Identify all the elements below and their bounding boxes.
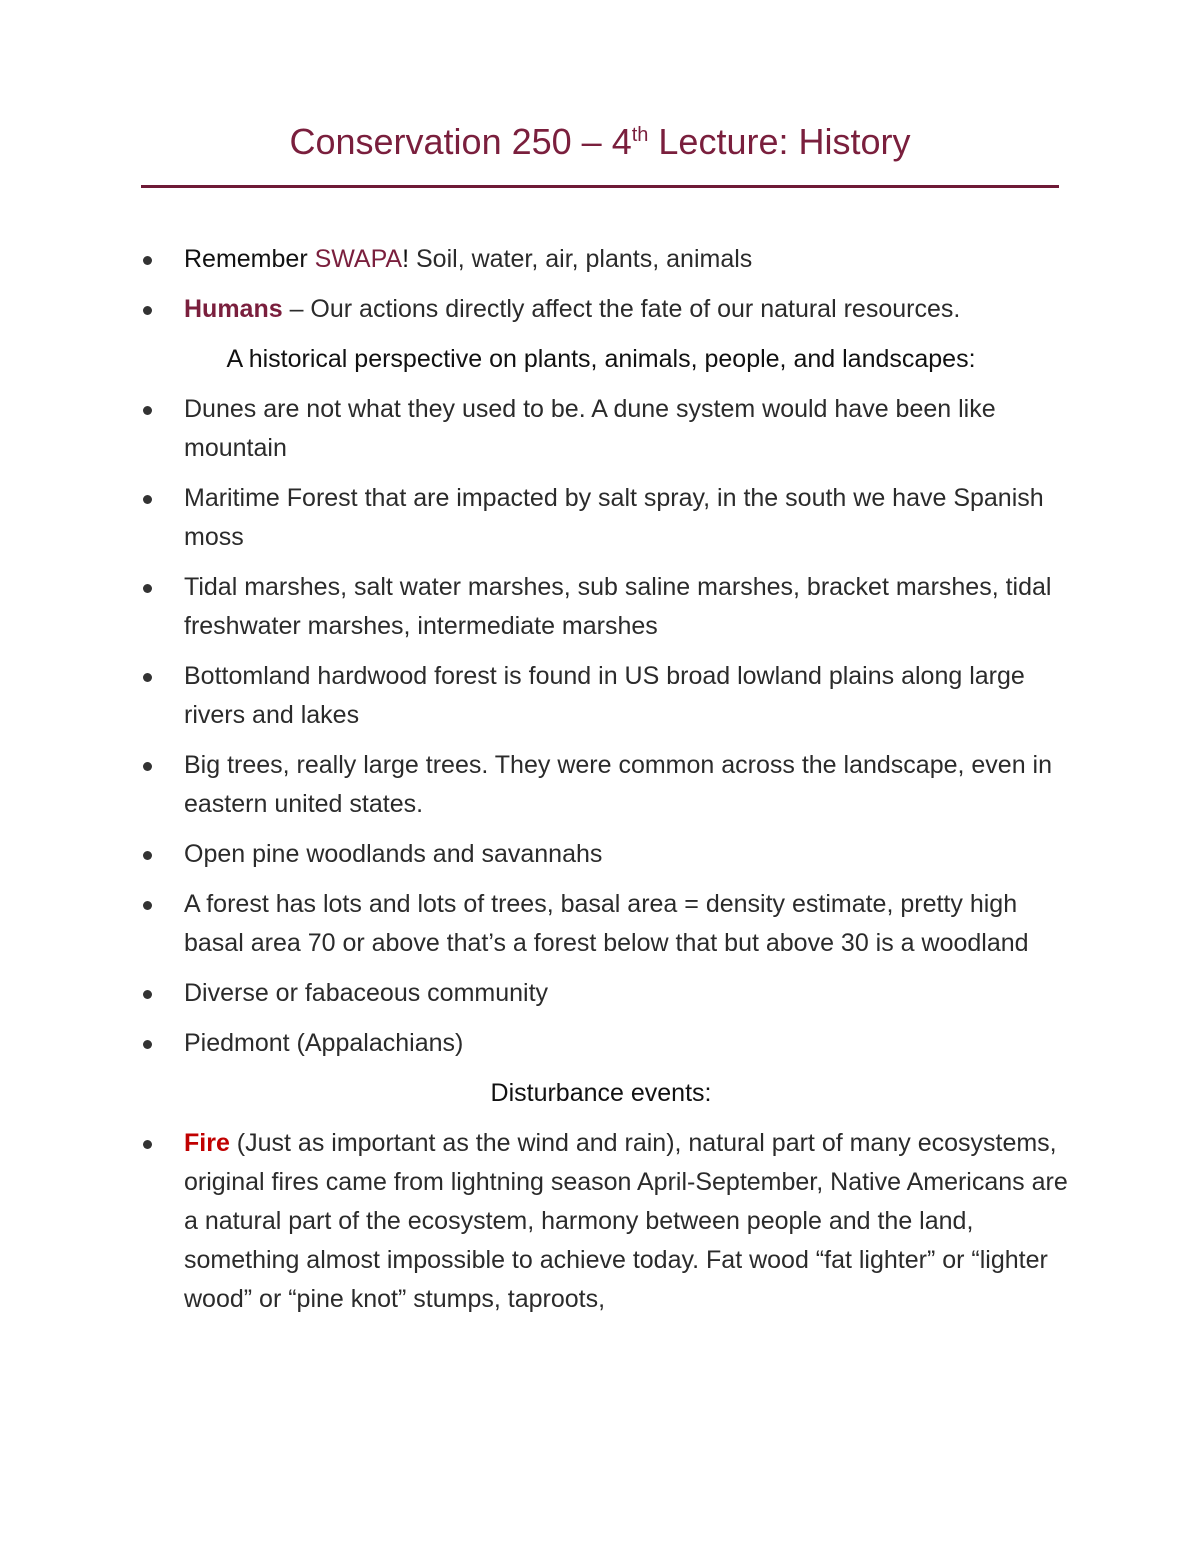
bullet-icon <box>143 762 152 771</box>
bullet-list-intro <box>140 240 1070 329</box>
item-text: ! <box>402 245 410 273</box>
bullet-list-disturbance <box>140 1124 1070 1319</box>
bullet-icon <box>143 495 152 504</box>
bullet-icon <box>143 306 152 315</box>
title-superscript: th <box>631 124 649 146</box>
document-body <box>140 240 1070 1330</box>
item-text: A forest has lots and lots of trees, basal area = density estimate, pretty high basal area 70 or above that’s a forest below that but above 30 is a woodland <box>184 890 1029 957</box>
list-item <box>140 1124 1070 1319</box>
list-item <box>140 240 1070 279</box>
item-text: Bottomland hardwood forest is found in US broad lowland plains along large rivers and lakes <box>184 662 1025 729</box>
item-text: Tidal marshes, salt water marshes, sub saline marshes, bracket marshes, tidal freshwater marshes, intermediate marshes <box>184 573 1052 640</box>
bullet-icon <box>143 256 152 265</box>
bullet-icon <box>143 1040 152 1049</box>
list-item <box>140 479 1070 557</box>
section-heading: Disturbance events: <box>490 1079 712 1107</box>
item-text: – Our actions directly affect the fate of our natural resources. <box>282 295 961 323</box>
item-text: Piedmont (Appalachians) <box>184 1029 464 1057</box>
title-main: Conservation 250 – 4 <box>289 121 632 162</box>
fire-highlight: Fire <box>184 1129 230 1157</box>
item-text: Dunes are not what they used to be. A dune system would have been like mountain <box>184 395 996 462</box>
list-item <box>140 657 1070 735</box>
bullet-icon <box>143 673 152 682</box>
bullet-icon <box>143 1140 152 1149</box>
list-item <box>140 390 1070 468</box>
item-text: Big trees, really large trees. They were common across the landscape, even in eastern united states. <box>184 751 1053 818</box>
swapa-highlight: SWAPA <box>314 245 403 273</box>
humans-highlight: Humans <box>184 295 283 323</box>
list-item <box>140 1024 1070 1063</box>
page-title <box>0 118 1200 166</box>
bullet-icon <box>143 851 152 860</box>
item-text: Diverse or fabaceous community <box>184 979 549 1007</box>
item-text: Remember <box>184 245 315 273</box>
list-item <box>140 835 1070 874</box>
bullet-icon <box>143 990 152 999</box>
bullet-icon <box>143 406 152 415</box>
title-underline <box>141 185 1059 188</box>
list-item <box>140 746 1070 824</box>
item-text: Open pine woodlands and savannahs <box>184 840 603 868</box>
list-item <box>140 885 1070 963</box>
item-text: Maritime Forest that are impacted by salt spray, in the south we have Spanish moss <box>184 484 1044 551</box>
list-item <box>140 290 1070 329</box>
title-rest: Lecture: History <box>648 121 911 162</box>
bullet-list-history <box>140 390 1070 1063</box>
item-text: (Just as important as the wind and rain), natural part of many ecosystems, original fires came from lightning season April-September, Native Americans are a natural part of the ecosystem, harmony between people and the land, something almost impossible to achieve today. Fat wood “fat lighter” or “lighter wood” or “pine knot” stumps, taproots, <box>184 1129 1068 1313</box>
section-heading: A historical perspective on plants, animals, people, and landscapes: <box>226 345 976 373</box>
list-item <box>140 974 1070 1013</box>
list-item <box>140 568 1070 646</box>
item-text: Soil, water, air, plants, animals <box>409 245 753 273</box>
bullet-icon <box>143 584 152 593</box>
bullet-icon <box>143 901 152 910</box>
